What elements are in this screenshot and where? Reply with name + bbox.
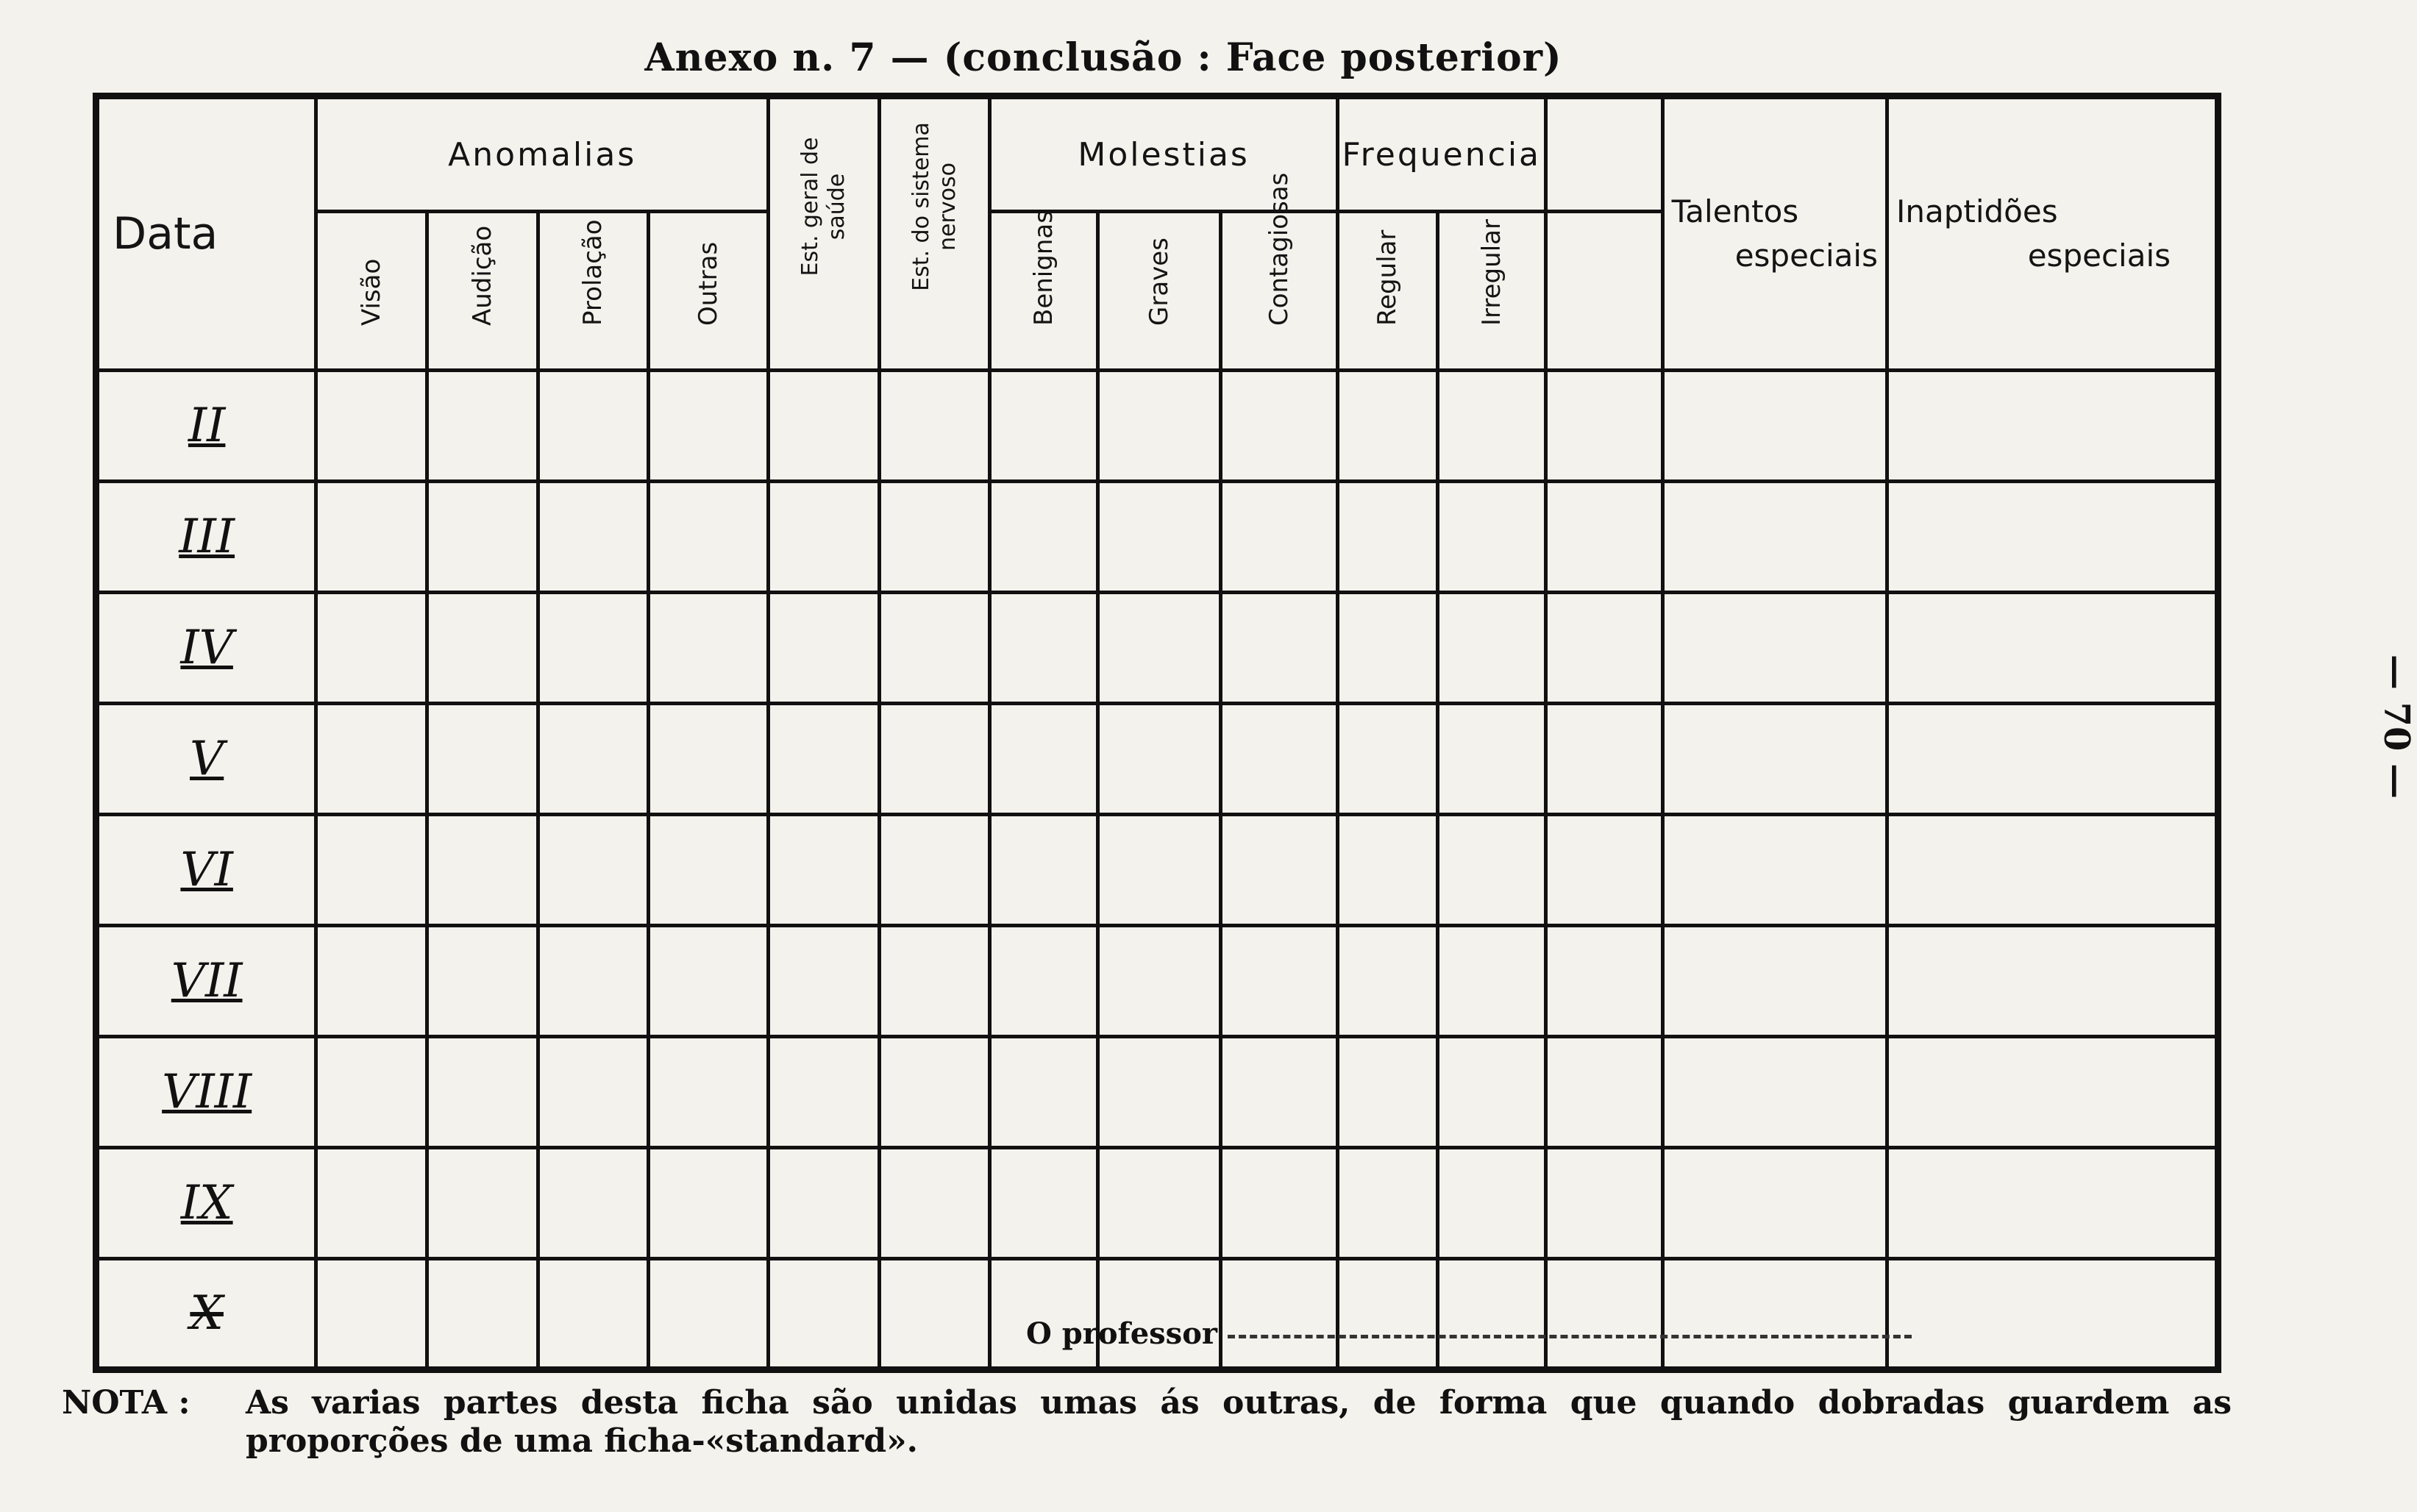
talentos-label-2: especiais	[1734, 238, 1878, 274]
blank-cell[interactable]	[879, 1148, 990, 1259]
frequencia-regular-label: Regular	[1373, 229, 1403, 326]
row-label: II	[96, 371, 316, 482]
molestias-header: Molestias	[990, 96, 1337, 212]
blank-cell[interactable]	[427, 815, 538, 926]
blank-cell[interactable]	[769, 371, 880, 482]
blank-cell[interactable]	[1662, 1259, 1887, 1370]
blank-cell[interactable]	[990, 926, 1098, 1037]
blank-cell[interactable]	[427, 704, 538, 815]
blank-cell[interactable]	[879, 815, 990, 926]
row-label: VI	[96, 815, 316, 926]
blank-cell[interactable]	[1545, 482, 1662, 593]
molestia-contagiosas-label: Contagiosas	[1264, 172, 1294, 326]
blank-cell[interactable]	[427, 1037, 538, 1148]
blank-cell[interactable]	[1337, 371, 1437, 482]
signature-label: O professor	[1026, 1316, 1217, 1351]
blank-cell[interactable]	[1438, 704, 1546, 815]
blank-cell[interactable]	[769, 926, 880, 1037]
blank-cell[interactable]	[649, 926, 769, 1037]
blank-cell[interactable]	[990, 371, 1098, 482]
note-text: As varias partes desta ficha são unidas umas ás outras, de forma que quando dobradas guardem as proporções de uma ficha-«standard».	[246, 1384, 2232, 1460]
blank-header-bottom	[1545, 212, 1662, 371]
blank-cell[interactable]	[1545, 1259, 1662, 1370]
blank-cell[interactable]	[1545, 1037, 1662, 1148]
blank-cell[interactable]	[879, 1037, 990, 1148]
blank-cell[interactable]	[879, 926, 990, 1037]
blank-cell[interactable]	[1545, 926, 1662, 1037]
molestia-benignas-header	[990, 212, 1098, 371]
blank-cell[interactable]	[1337, 593, 1437, 704]
blank-cell[interactable]	[1545, 593, 1662, 704]
health-state-header	[769, 96, 880, 371]
form-row	[96, 926, 2218, 1037]
blank-cell[interactable]	[769, 815, 880, 926]
blank-cell[interactable]	[538, 482, 649, 593]
blank-cell[interactable]	[1337, 815, 1437, 926]
blank-cell[interactable]	[1337, 704, 1437, 815]
blank-cell[interactable]	[1098, 815, 1221, 926]
blank-cell[interactable]	[316, 926, 427, 1037]
blank-cell[interactable]	[316, 704, 427, 815]
blank-cell[interactable]	[1220, 926, 1337, 1037]
blank-cell[interactable]	[1337, 482, 1437, 593]
blank-cell[interactable]	[1887, 1148, 2218, 1259]
row-label: VIII	[96, 1037, 316, 1148]
talentos-label-1: Talentos	[1671, 193, 1799, 229]
blank-cell[interactable]	[1438, 593, 1546, 704]
frequencia-irregular-header	[1438, 212, 1546, 371]
blank-cell[interactable]	[1098, 1259, 1221, 1370]
blank-cell[interactable]	[879, 1259, 990, 1370]
anomalia-audicao-header	[427, 212, 538, 371]
blank-cell[interactable]	[538, 1148, 649, 1259]
blank-cell[interactable]	[1887, 1037, 2218, 1148]
blank-cell[interactable]	[1887, 815, 2218, 926]
blank-cell[interactable]	[1662, 926, 1887, 1037]
blank-cell[interactable]	[427, 1259, 538, 1370]
health-record-form	[93, 93, 2221, 1373]
blank-cell[interactable]	[538, 371, 649, 482]
anomalia-outras-label: Outras	[694, 241, 724, 326]
blank-cell[interactable]	[879, 371, 990, 482]
blank-cell[interactable]	[1662, 815, 1887, 926]
molestia-contagiosas-header	[1220, 172, 1337, 371]
row-label: VII	[96, 926, 316, 1037]
blank-cell[interactable]	[1887, 482, 2218, 593]
inaptidoes-label-1: Inaptidões	[1895, 193, 2058, 229]
inaptidoes-label-2: especiais	[2027, 238, 2171, 274]
row-label: V	[96, 704, 316, 815]
blank-cell[interactable]	[1545, 371, 1662, 482]
blank-cell[interactable]	[316, 593, 427, 704]
blank-cell[interactable]	[649, 1148, 769, 1259]
blank-cell[interactable]	[427, 926, 538, 1037]
blank-cell[interactable]	[769, 1037, 880, 1148]
blank-cell[interactable]	[1098, 704, 1221, 815]
signature-line	[1026, 1316, 1912, 1351]
blank-cell[interactable]	[1098, 593, 1221, 704]
row-label: III	[96, 482, 316, 593]
blank-cell[interactable]	[1220, 815, 1337, 926]
health-state-label: Est. geral de saúde	[797, 137, 850, 277]
page-number: — 70 —	[2376, 654, 2417, 799]
blank-cell[interactable]	[1220, 482, 1337, 593]
molestia-graves-label: Graves	[1145, 238, 1174, 326]
blank-cell[interactable]	[879, 593, 990, 704]
blank-cell[interactable]	[1545, 1148, 1662, 1259]
form-row	[96, 704, 2218, 815]
form-row	[96, 1259, 2218, 1370]
blank-cell[interactable]	[316, 1148, 427, 1259]
frequencia-header: Frequencia	[1337, 96, 1545, 212]
form-row	[96, 371, 2218, 482]
molestia-benignas-label: Benignas	[1029, 210, 1059, 326]
blank-cell[interactable]	[879, 704, 990, 815]
date-column-header: Data	[96, 96, 316, 371]
blank-cell[interactable]	[538, 593, 649, 704]
blank-cell[interactable]	[1438, 1037, 1546, 1148]
blank-cell[interactable]	[1887, 926, 2218, 1037]
blank-cell[interactable]	[1887, 593, 2218, 704]
anomalia-prolacao-header	[538, 212, 649, 371]
blank-cell[interactable]	[316, 1259, 427, 1370]
blank-cell[interactable]	[769, 1148, 880, 1259]
blank-cell[interactable]	[538, 1259, 649, 1370]
blank-cell[interactable]	[538, 926, 649, 1037]
blank-cell[interactable]	[1220, 1037, 1337, 1148]
blank-cell[interactable]	[1337, 1148, 1437, 1259]
blank-cell[interactable]	[1662, 593, 1887, 704]
blank-cell[interactable]	[316, 482, 427, 593]
blank-cell[interactable]	[1438, 815, 1546, 926]
anomalia-outras-header	[649, 212, 769, 371]
talentos-header	[1662, 96, 1887, 371]
blank-cell[interactable]	[1662, 704, 1887, 815]
blank-cell[interactable]	[649, 815, 769, 926]
blank-cell[interactable]	[649, 482, 769, 593]
row-label: X	[96, 1259, 316, 1370]
inaptidoes-header	[1887, 96, 2218, 371]
blank-cell[interactable]	[427, 593, 538, 704]
blank-cell[interactable]	[649, 1259, 769, 1370]
blank-cell[interactable]	[1887, 1259, 2218, 1370]
blank-cell[interactable]	[1220, 1259, 1337, 1370]
blank-cell[interactable]	[649, 1037, 769, 1148]
blank-cell[interactable]	[538, 1037, 649, 1148]
note-label: NOTA :	[62, 1384, 191, 1422]
frequencia-regular-header	[1337, 212, 1437, 371]
blank-cell[interactable]	[538, 815, 649, 926]
blank-cell[interactable]	[1220, 371, 1337, 482]
blank-cell[interactable]	[1545, 704, 1662, 815]
blank-cell[interactable]	[316, 1037, 427, 1148]
frequencia-irregular-label: Irregular	[1476, 219, 1506, 326]
blank-cell[interactable]	[1098, 482, 1221, 593]
blank-cell[interactable]	[1438, 1148, 1546, 1259]
blank-cell[interactable]	[1098, 1037, 1221, 1148]
anomalia-audicao-label: Audição	[467, 225, 497, 326]
page-title: Anexo n. 7 — (conclusão : Face posterior)	[644, 35, 1562, 80]
blank-cell[interactable]	[879, 482, 990, 593]
blank-cell[interactable]	[1887, 371, 2218, 482]
blank-header-top	[1545, 96, 1662, 212]
blank-cell[interactable]	[990, 482, 1098, 593]
nervous-system-label: Est. do sistema nervoso	[908, 122, 961, 291]
blank-cell[interactable]	[1438, 1259, 1546, 1370]
blank-cell[interactable]	[649, 704, 769, 815]
blank-cell[interactable]	[1098, 1148, 1221, 1259]
blank-cell[interactable]	[769, 593, 880, 704]
blank-cell[interactable]	[427, 371, 538, 482]
form-row	[96, 815, 2218, 926]
blank-cell[interactable]	[769, 1259, 880, 1370]
signature-blank	[1228, 1335, 1912, 1338]
anomalia-prolacao-label: Prolação	[578, 219, 608, 326]
blank-cell[interactable]	[1098, 371, 1221, 482]
blank-cell[interactable]	[1662, 1037, 1887, 1148]
footnote	[62, 1384, 2232, 1461]
blank-cell[interactable]	[427, 482, 538, 593]
molestia-graves-header	[1098, 212, 1221, 371]
blank-cell[interactable]	[990, 1148, 1098, 1259]
blank-cell[interactable]	[1220, 593, 1337, 704]
blank-cell[interactable]	[427, 1148, 538, 1259]
blank-cell[interactable]	[769, 704, 880, 815]
form-row	[96, 1037, 2218, 1148]
nervous-system-header	[879, 96, 990, 371]
blank-cell[interactable]	[1098, 926, 1221, 1037]
blank-cell[interactable]	[316, 815, 427, 926]
blank-cell[interactable]	[316, 371, 427, 482]
blank-cell[interactable]	[1887, 704, 2218, 815]
blank-cell[interactable]	[649, 593, 769, 704]
blank-cell[interactable]	[990, 593, 1098, 704]
anomalia-visao-header	[316, 212, 427, 371]
blank-cell[interactable]	[649, 371, 769, 482]
blank-cell[interactable]	[1220, 1148, 1337, 1259]
blank-cell[interactable]	[1337, 926, 1437, 1037]
blank-cell[interactable]	[1438, 371, 1546, 482]
blank-cell[interactable]	[990, 1037, 1098, 1148]
form-row	[96, 593, 2218, 704]
blank-cell[interactable]	[1662, 1148, 1887, 1259]
blank-cell[interactable]	[990, 815, 1098, 926]
row-label: IX	[96, 1148, 316, 1259]
blank-cell[interactable]	[1662, 482, 1887, 593]
blank-cell[interactable]	[1438, 926, 1546, 1037]
row-label: IV	[96, 593, 316, 704]
blank-cell[interactable]	[1337, 1037, 1437, 1148]
blank-cell[interactable]	[1337, 1259, 1437, 1370]
blank-cell[interactable]	[990, 704, 1098, 815]
blank-cell[interactable]	[769, 482, 880, 593]
blank-cell[interactable]	[1545, 815, 1662, 926]
form-row	[96, 1148, 2218, 1259]
blank-cell[interactable]	[1438, 482, 1546, 593]
anomalia-visao-label: Visão	[357, 258, 387, 326]
blank-cell[interactable]	[538, 704, 649, 815]
blank-cell[interactable]	[1662, 371, 1887, 482]
form-row	[96, 482, 2218, 593]
blank-cell[interactable]	[990, 1259, 1098, 1370]
blank-cell[interactable]	[1220, 704, 1337, 815]
anomalias-header: Anomalias	[316, 96, 769, 212]
form-rows	[96, 371, 2218, 1370]
